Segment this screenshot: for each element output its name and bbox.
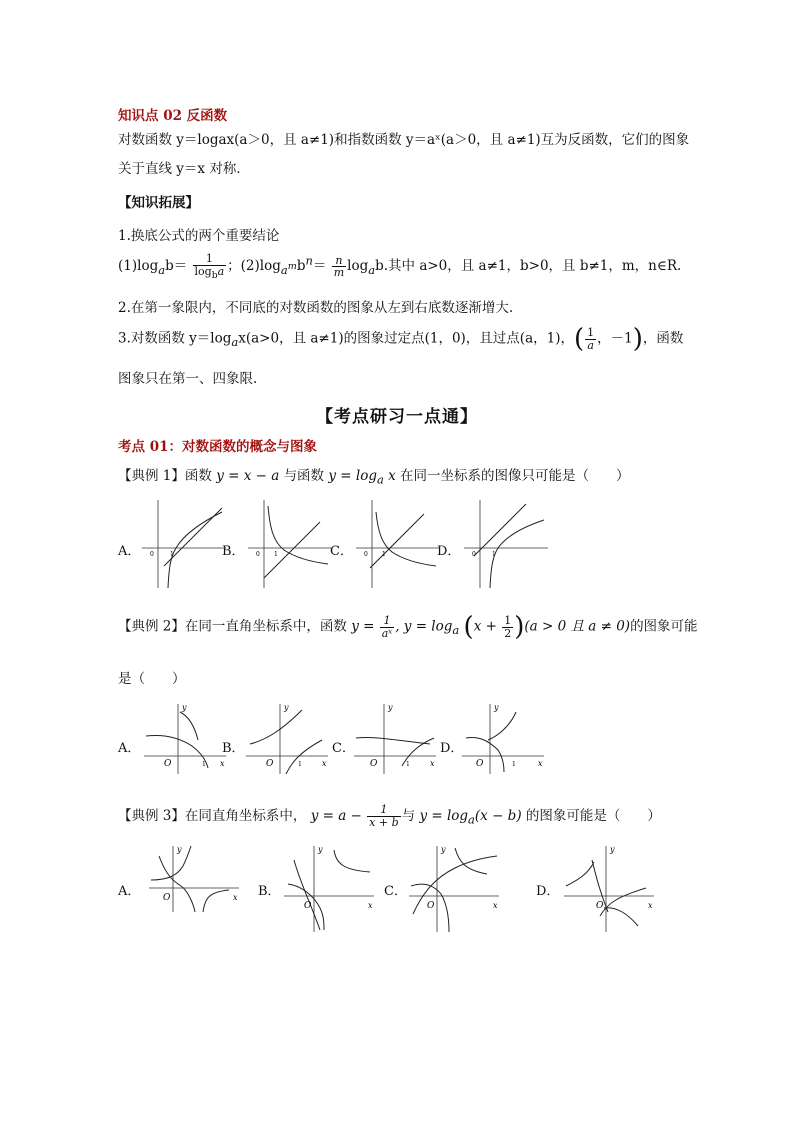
ex1-f2-base: a: [376, 472, 384, 487]
origin-label: 0: [150, 551, 154, 558]
item3-part: ，函数: [642, 330, 684, 347]
ex3-mid: 与: [401, 808, 416, 824]
ex2-frac2: [502, 615, 513, 639]
den-log: log: [194, 264, 212, 278]
formula-part: b＝: [165, 258, 188, 275]
ex3-f2-base: a: [468, 812, 475, 827]
x-label: x: [430, 759, 435, 768]
left-paren: (: [573, 324, 585, 354]
ex1-graph-c: [352, 496, 442, 591]
y-label: y: [494, 703, 499, 712]
ex2-graph-d: [458, 700, 550, 776]
ex2-graph-a: [140, 700, 232, 776]
origin-label: 0: [364, 551, 368, 558]
origin-label: O: [596, 901, 604, 911]
ex1-option-a[interactable]: A．: [118, 544, 141, 559]
ex2-option-a[interactable]: A．: [118, 741, 141, 756]
ex2-option-c[interactable]: C．: [332, 741, 355, 756]
origin-label: O: [304, 901, 312, 911]
fraction-numerator: 1: [380, 615, 394, 628]
ex3-graph-b: [280, 842, 380, 934]
formula-part: ＝: [312, 258, 327, 275]
y-label: y: [610, 845, 615, 854]
fraction-denominator: m: [333, 266, 345, 280]
ex2-f2-base: a: [452, 623, 460, 638]
study-title: 【考点研习一点通】: [316, 407, 478, 427]
ex2-graph-c: [350, 700, 442, 776]
y-label: y: [388, 703, 393, 712]
item3-part: 3.对数函数 y＝log: [118, 330, 232, 347]
ex3-option-a[interactable]: A．: [118, 884, 141, 899]
ex2-prefix: 【典例 2】在同一直角坐标系中，函数: [118, 618, 347, 635]
formula-part: b.其中 a>0，且 a≠1，b>0，且 b≠1，m，n∈R.: [375, 258, 682, 275]
ex3-question: [118, 804, 661, 829]
x-label: x: [233, 893, 238, 902]
fraction-denominator: [193, 266, 227, 281]
ex2-f1: y =: [351, 618, 375, 635]
ex1-option-c[interactable]: C．: [330, 544, 353, 559]
expand-item1-formula: $(1)\log_ab=$ $\frac{1}{\log_ba}$ ；$(2)\log_{a^m}b^n=$ $\frac{n}{m}$ $\log_ab$.其中 a>0，且 a≠1，b>0，且 b≠1，m，n∈R.: [118, 252, 682, 281]
ex1-prefix: 【典例 1】函数: [118, 468, 212, 484]
ex1-option-d[interactable]: D．: [437, 544, 461, 559]
ex2-option-b[interactable]: B．: [222, 741, 245, 756]
x-label: x: [493, 901, 498, 910]
ex2-cond: (a > 0 且 a ≠ 0): [524, 618, 631, 635]
expand-item1: 1.换底公式的两个重要结论: [118, 228, 280, 244]
y-label: y: [177, 845, 182, 854]
ex2-inner: x +: [473, 618, 497, 635]
origin-label: O: [476, 759, 484, 769]
item3-part: ，－1: [597, 330, 633, 347]
tick-label: 1: [382, 551, 386, 558]
ex3-f2-arg: (x − b): [474, 808, 522, 824]
fraction-denominator: aˣ: [381, 626, 393, 640]
fraction-1-over-a: [585, 327, 596, 351]
section02-line2: 关于直线 y＝x 对称．: [118, 161, 250, 177]
y-label: y: [441, 845, 446, 854]
x-label: x: [220, 759, 225, 768]
ex1-suffix: 在同一坐标系的图像只可能是（ ）: [400, 468, 630, 484]
fraction-denominator: x + b: [369, 816, 399, 829]
fraction-numerator: 1: [587, 325, 595, 339]
origin-label: O: [266, 759, 274, 769]
x-label: x: [538, 759, 543, 768]
ex3-frac: [367, 804, 400, 828]
ex1-f2: [328, 468, 396, 487]
ex1-graph-d: [460, 496, 550, 591]
formula-part: (1)log: [118, 258, 159, 275]
fraction-n-over-m: [332, 255, 346, 279]
ex3-graph-d: [560, 842, 660, 934]
x-label: x: [648, 901, 653, 910]
origin-label: O: [370, 759, 378, 769]
ex1-graph-a: [138, 496, 228, 591]
ex1-f2-arg: x: [383, 468, 396, 484]
origin-label: O: [163, 893, 171, 903]
y-label: y: [318, 845, 323, 854]
ex2-graph-b: [242, 700, 334, 776]
tick-label: 1: [274, 551, 278, 558]
y-label: y: [284, 703, 289, 712]
fraction-numerator: n: [332, 255, 346, 268]
ex3-f2: y = log: [419, 808, 469, 824]
ex3-option-d[interactable]: D．: [536, 884, 560, 899]
section02-heading: 知识点 02 反函数: [118, 108, 228, 124]
ex3-prefix: 【典例 3】在同直角坐标系中，: [118, 808, 307, 824]
right-paren: ): [514, 612, 525, 642]
origin-label: 0: [472, 551, 476, 558]
den-base: b: [211, 269, 218, 281]
ex1-f1: y = x − a: [216, 468, 280, 484]
tick-label: 1: [512, 761, 516, 768]
ex1-mid: 与函数: [283, 468, 325, 484]
ex2-f2: , y = log: [395, 618, 453, 635]
tick-label: 1: [298, 761, 302, 768]
fraction-1-over-log: [193, 253, 227, 280]
tick-label: 1: [492, 551, 496, 558]
formula-part: b: [296, 258, 306, 275]
ex3-f1: y = a −: [310, 808, 362, 824]
point01-heading: 考点 01：对数函数的概念与图象: [118, 439, 317, 455]
origin-label: O: [427, 901, 435, 911]
ex1-option-b[interactable]: B．: [222, 544, 245, 559]
y-label: y: [182, 703, 187, 712]
section02-line1: 对数函数 y＝logax(a＞0，且 a≠1)和指数函数 y＝aˣ(a＞0，且 a≠1)互为反函数，它们的图象: [118, 132, 690, 148]
expand-item3-line2: 图象只在第一、四象限.: [118, 371, 258, 387]
formula-part: ；(2)log: [227, 258, 281, 275]
ex1-f2-log: y = log: [328, 468, 377, 484]
x-label: x: [322, 759, 327, 768]
formula-part: log: [347, 258, 369, 275]
ex2-suffix: 的图象可能: [630, 618, 698, 635]
ex3-graph-a: [145, 842, 245, 914]
right-paren: ): [632, 324, 643, 354]
den-arg: a: [217, 264, 225, 278]
ex1-question: [118, 464, 630, 487]
expand-item3: 3.对数函数 $y=\log_ax(a>0$，且 a≠1)的图象过定点(1，0)，且过点(a，1)，( $\frac{1}{a}$ ，－1)，函数: [118, 324, 684, 354]
tick-label: 1: [202, 761, 206, 768]
ex2-frac1: [380, 615, 394, 639]
ex3-graph-c: [405, 842, 505, 934]
expand-heading: 【知识拓展】: [118, 195, 199, 211]
fraction-numerator: 1: [504, 613, 512, 627]
expand-item2: 2.在第一象限内，不同底的对数函数的图象从左到右底数逐渐增大.: [118, 300, 514, 316]
origin-label: O: [164, 759, 172, 769]
left-paren: (: [463, 612, 474, 642]
ex2-question: [118, 614, 698, 640]
fraction-numerator: 1: [193, 253, 227, 266]
ex2-line2: 是（ ）: [118, 671, 186, 687]
tick-label: 1: [406, 761, 410, 768]
tick-label: 1: [170, 551, 174, 558]
fraction-denominator: 2: [504, 626, 512, 640]
ex3-option-c[interactable]: C．: [384, 884, 407, 899]
ex3-suffix: 的图象可能是（ ）: [525, 808, 661, 824]
ex3-option-b[interactable]: B．: [258, 884, 281, 899]
fraction-numerator: 1: [367, 804, 400, 817]
item3-part: x(a>0，且 a≠1)的图象过定点(1，0)，且过点(a，1)，: [238, 330, 574, 347]
ex1-graph-b: [244, 496, 334, 591]
fraction-denominator: a: [587, 338, 594, 352]
ex2-option-d[interactable]: D．: [440, 741, 464, 756]
x-label: x: [368, 901, 373, 910]
origin-label: 0: [256, 551, 260, 558]
